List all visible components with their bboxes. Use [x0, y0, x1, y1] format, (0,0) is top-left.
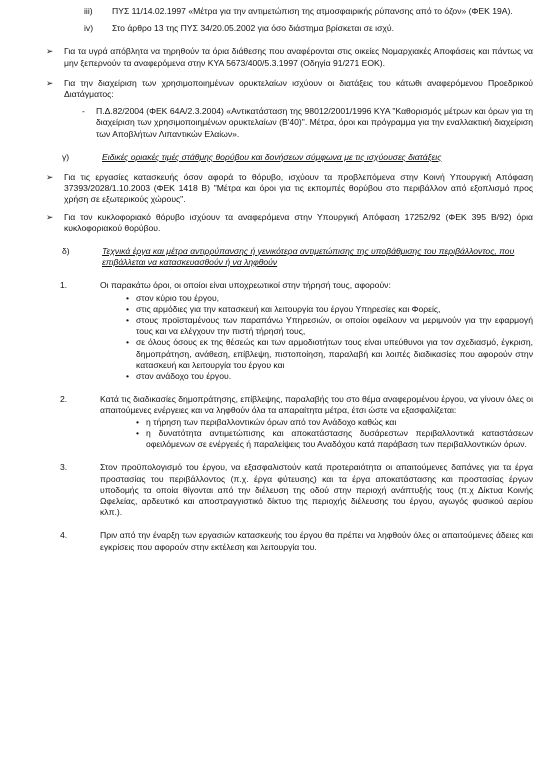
- numbered-item-3: [40, 462, 533, 518]
- dash-marker: -: [82, 106, 85, 117]
- arrow-item-traffic-noise: [40, 212, 533, 234]
- roman-text: ΠΥΣ 11/14.02.1997 «Μέτρα για την αντιμετώπιση της ατμοσφαιρικής ρύπανσης από το όζον» (ΦΕΚ 19Α).: [112, 6, 513, 16]
- arrow-text: Για τα υγρά απόβλητα να τηρηθούν τα όρια διάθεσης που αναφέρονται στις οικείες Νομαρχιακές Αποφάσεις και πάντως να μην ξεπερνούν τα αναφερόμενα στην ΚΥΑ 5673/400/5.3.1997 (Οδηγία 91/271 ΕΟΚ).: [64, 46, 533, 68]
- list-item: • η δυνατότητα αντιμετώπισης και αποκατάστασης δυσάρεστων περιβαλλοντικά καταστάσεων οφειλόμενων σε ενέργειές ή παραλείψεις του Αναδόχου κατά παράβαση των περιβαλλοντικών όρων.: [136, 427, 533, 450]
- bullet-dot-icon: •: [136, 427, 140, 438]
- arrow-bullet-icon: ➢: [46, 46, 54, 57]
- item-text: Κατά τις διαδικασίες δημοπράτησης, επίβλεψης, παραλαβής του στο θέμα αναφερομένου έργου, να γίνουν όλες οι απαιτούμενες ενέργειες και να ληφθούν όλα τα απαραίτητα μέτρα, έτσι ώστε να εξασφαλίζεται:: [100, 394, 533, 416]
- roman-number: iii): [84, 6, 93, 16]
- section-heading-g: [40, 152, 533, 163]
- arrow-bullet-icon: ➢: [46, 211, 54, 222]
- section-label: γ): [62, 151, 70, 162]
- list-item: • η τήρηση των περιβαλλοντικών όρων από τον Ανάδοχο καθώς και: [136, 416, 397, 427]
- bullet-list-1: [40, 293, 533, 383]
- list-item: • στις αρμόδιες για την κατασκευή και λειτουργία του έργου Υπηρεσίες και Φορείς,: [126, 303, 441, 314]
- arrow-text: Για τις εργασίες κατασκευής όσον αφορά το θόρυβο, ισχύουν τα προβλεπόμενα στην Κοινή Υπουργική Απόφαση 37393/2028/1.10.2003 (ΦΕΚ 1418 Β) "Μέτρα και όροι για τις εκπομπές θορύβου στο περιβάλλον από εξοπλισμό προς χρήση σε εξωτερικούς χώρους".: [64, 172, 533, 205]
- item-text: Πριν από την έναρξη των εργασιών κατασκευής του έργου θα πρέπει να ληφθούν όλες οι απαιτούμενες άδειες και εγκρίσεις που αφορούν στην εκτέλεση και λειτουργία του.: [100, 530, 533, 552]
- item-text: Στον προϋπολογισμό του έργου, να εξασφαλιστούν κατά προτεραιότητα οι απαιτούμενες δαπάνες για τα έργα προστασίας του περιβάλλοντος (π.χ. έργα φύτευσης) και τα έργα αποκατάστασης και προστασίας έργων υποδομής τα οποία θίγονται από την διέλευση της οδού στην περιοχή ανάπτυξής τους (π.χ Δίκτυα Κοινής Ωφελείας, αρδευτικό και αποστραγγιστικό δίκτυο της περιοχής διέλευσης του έργου, αγωγός φυσικού αερίου κλπ.).: [100, 462, 533, 518]
- section-label: δ): [62, 246, 70, 257]
- bullet-list-2: [40, 417, 533, 451]
- roman-item-iv: [40, 23, 533, 34]
- section-title: Ειδικές οριακές τιμές στάθμης θορύβου και δονήσεων σύμφωνα με τις ισχύουσες διατάξεις: [102, 151, 442, 162]
- numbered-item-4: [40, 530, 533, 552]
- bullet-dot-icon: •: [126, 371, 130, 382]
- arrow-text: Για την διαχείριση των χρησιμοποιημένων ορυκτελαίων ισχύουν οι διατάξεις του κάτωθι αναφερόμενου Προεδρικού Διατάγματος:: [64, 77, 533, 100]
- list-item: • στον ανάδοχο του έργου.: [126, 371, 232, 382]
- item-number: 1.: [60, 280, 68, 291]
- bullet-dot-icon: •: [126, 292, 130, 303]
- arrow-item-oils: [40, 78, 533, 100]
- bullet-dot-icon: •: [126, 337, 130, 348]
- arrow-text: Για τον κυκλοφοριακό θόρυβο ισχύουν τα αναφερόμενα στην Υπουργική Απόφαση 17252/92 (ΦΕΚ 395 Β/92) όρια κυκλοφοριακού θορύβου.: [64, 211, 533, 233]
- roman-item-iii: [40, 6, 533, 17]
- list-item: • σε όλους όσους εκ της θέσεώς και των αρμοδιοτήτων τους είναι υπεύθυνοι για τον σχεδιασμό, έγκριση, δημοπράτηση, ανάθεση, επίβλεψη, πιστοποίηση, παραλαβή και λοιπές διαδικασίες που αφορούν στην κατασκευή και λειτουργία του έργου και: [126, 337, 533, 370]
- item-text: Οι παρακάτω όροι, οι οποίοι είναι υποχρεωτικοί στην τήρησή τους, αφορούν:: [100, 280, 391, 291]
- item-number: 4.: [60, 530, 68, 541]
- numbered-item-1: [40, 280, 533, 291]
- bullet-dot-icon: •: [126, 315, 130, 326]
- dash-item-pd: [40, 106, 533, 140]
- bullet-dot-icon: •: [126, 303, 130, 314]
- arrow-bullet-icon: ➢: [46, 172, 54, 183]
- arrow-bullet-icon: ➢: [46, 77, 54, 88]
- roman-number: iv): [84, 23, 94, 34]
- list-item: • στον κύριο του έργου,: [126, 292, 220, 303]
- section-heading-d: [40, 246, 533, 268]
- list-item: • στους προϊσταμένους των παραπάνω Υπηρεσιών, οι οποίοι οφείλουν να μεριμνούν για την εφαρμογή τους και να ελέγχουν την πιστή τήρησή τους,: [126, 315, 533, 337]
- item-number: 2.: [60, 394, 68, 405]
- dash-text: Π.Δ.82/2004 (ΦΕΚ 64Α/2.3.2004) «Αντικατάσταση της 98012/2001/1996 ΚΥΑ "Καθορισμός μέτρων και όρων για τη διαχείριση των χρησιμοποιημένων ορυκτελαίων (Β'40)". Μέτρα, όροι και πρόγραμμα για την εναλλακτική διαχείριση των Αποβλήτων Λιπαντικών Ελαίων».: [96, 106, 533, 139]
- bullet-dot-icon: •: [136, 416, 140, 427]
- section-title: Τεχνικά έργα και μέτρα αντιρρύπανσης ή γενικότερα αντιμετώπισης της υποβάθμισης του περιβάλλοντος, που επιβάλλεται να κατασκευασθούν ή να ληφθούν: [102, 246, 515, 268]
- numbered-item-2: [40, 394, 533, 416]
- roman-text: Στο άρθρο 13 της ΠΥΣ 34/20.05.2002 για όσο διάστημα βρίσκεται σε ισχύ.: [112, 23, 394, 34]
- arrow-item-construction-noise: [40, 172, 533, 206]
- item-number: 3.: [60, 462, 68, 473]
- arrow-item-wastewater: [40, 46, 533, 68]
